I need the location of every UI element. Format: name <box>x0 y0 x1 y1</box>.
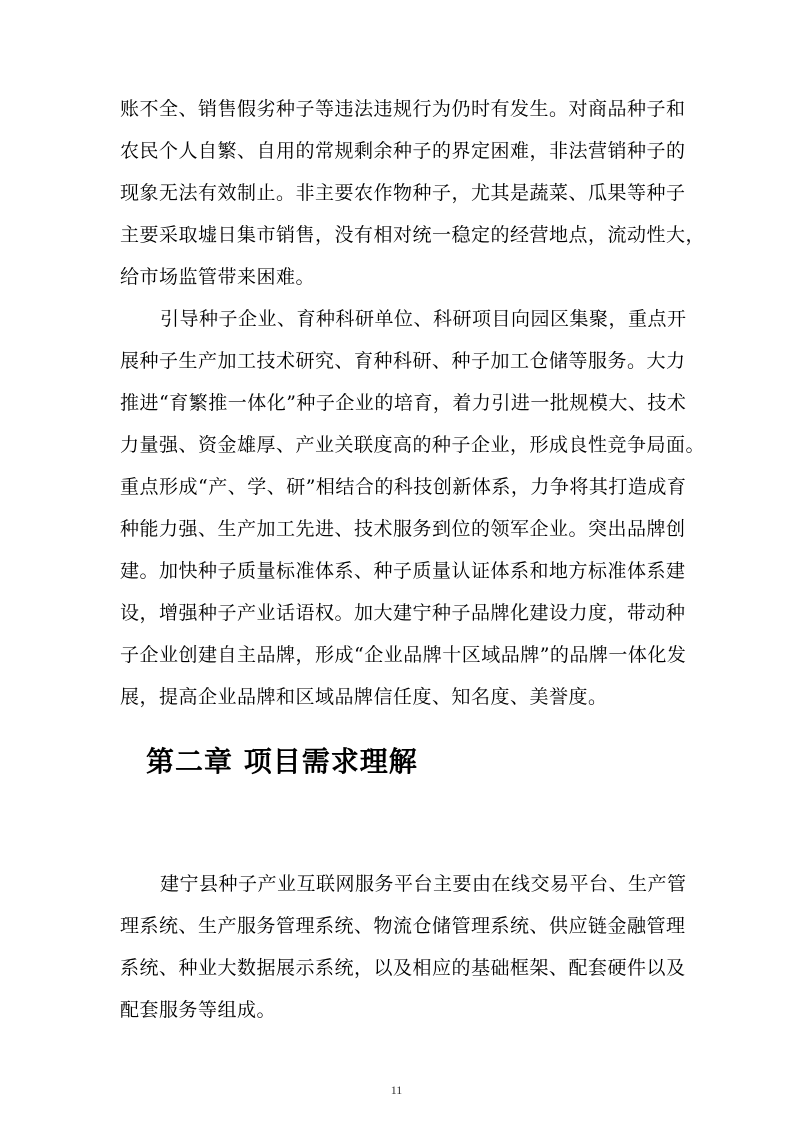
text-line: 推进“育繁推一体化”种子企业的培育，着力引进一批规模大、技术 <box>120 392 687 414</box>
text-line: 展种子生产加工技术研究、育种科研、种子加工仓储等服务。大力 <box>120 350 686 372</box>
text-line: 展，提高企业品牌和区域品牌信任度、知名度、美誉度。 <box>120 686 608 708</box>
text-line: 现象无法有效制止。非主要农作物种子，尤其是蔬菜、瓜果等种子 <box>120 182 686 204</box>
text-line: 设，增强种子产业话语权。加大建宁种子品牌化建设力度，带动种 <box>120 602 686 624</box>
text-line: 建宁县种子产业互联网服务平台主要由在线交易平台、生产管 <box>160 873 687 895</box>
text-line: 账不全、销售假劣种子等违法违规行为仍时有发生。对商品种子和 <box>120 98 686 120</box>
text-line: 系统、种业大数据展示系统，以及相应的基础框架、配套硬件以及 <box>120 957 686 979</box>
text-line: 种能力强、生产加工先进、技术服务到位的领军企业。突出品牌创 <box>120 518 686 540</box>
text-line: 主要采取墟日集市销售，没有相对统一稳定的经营地点，流动性大， <box>120 224 706 246</box>
text-line: 子企业创建自主品牌，形成“企业品牌十区域品牌”的品牌一体化发 <box>120 644 687 666</box>
text-line: 配套服务等组成。 <box>120 999 277 1021</box>
chapter-heading: 第二章 项目需求理解 <box>146 745 418 778</box>
text-line: 理系统、生产服务管理系统、物流仓储管理系统、供应链金融管理 <box>120 915 686 937</box>
text-line: 重点形成“产、学、研”相结合的科技创新体系，力争将其打造成育 <box>120 476 687 498</box>
text-line: 给市场监管带来困难。 <box>120 266 316 288</box>
text-line: 力量强、资金雄厚、产业关联度高的种子企业，形成良性竞争局面。 <box>120 434 706 456</box>
text-line: 农民个人自繁、自用的常规剩余种子的界定困难，非法营销种子的 <box>120 140 686 162</box>
text-line: 引导种子企业、育种科研单位、科研项目向园区集聚，重点开 <box>160 308 687 330</box>
page-number: 11 <box>390 1083 403 1097</box>
text-line: 建。加快种子质量标准体系、种子质量认证体系和地方标准体系建 <box>120 560 686 582</box>
